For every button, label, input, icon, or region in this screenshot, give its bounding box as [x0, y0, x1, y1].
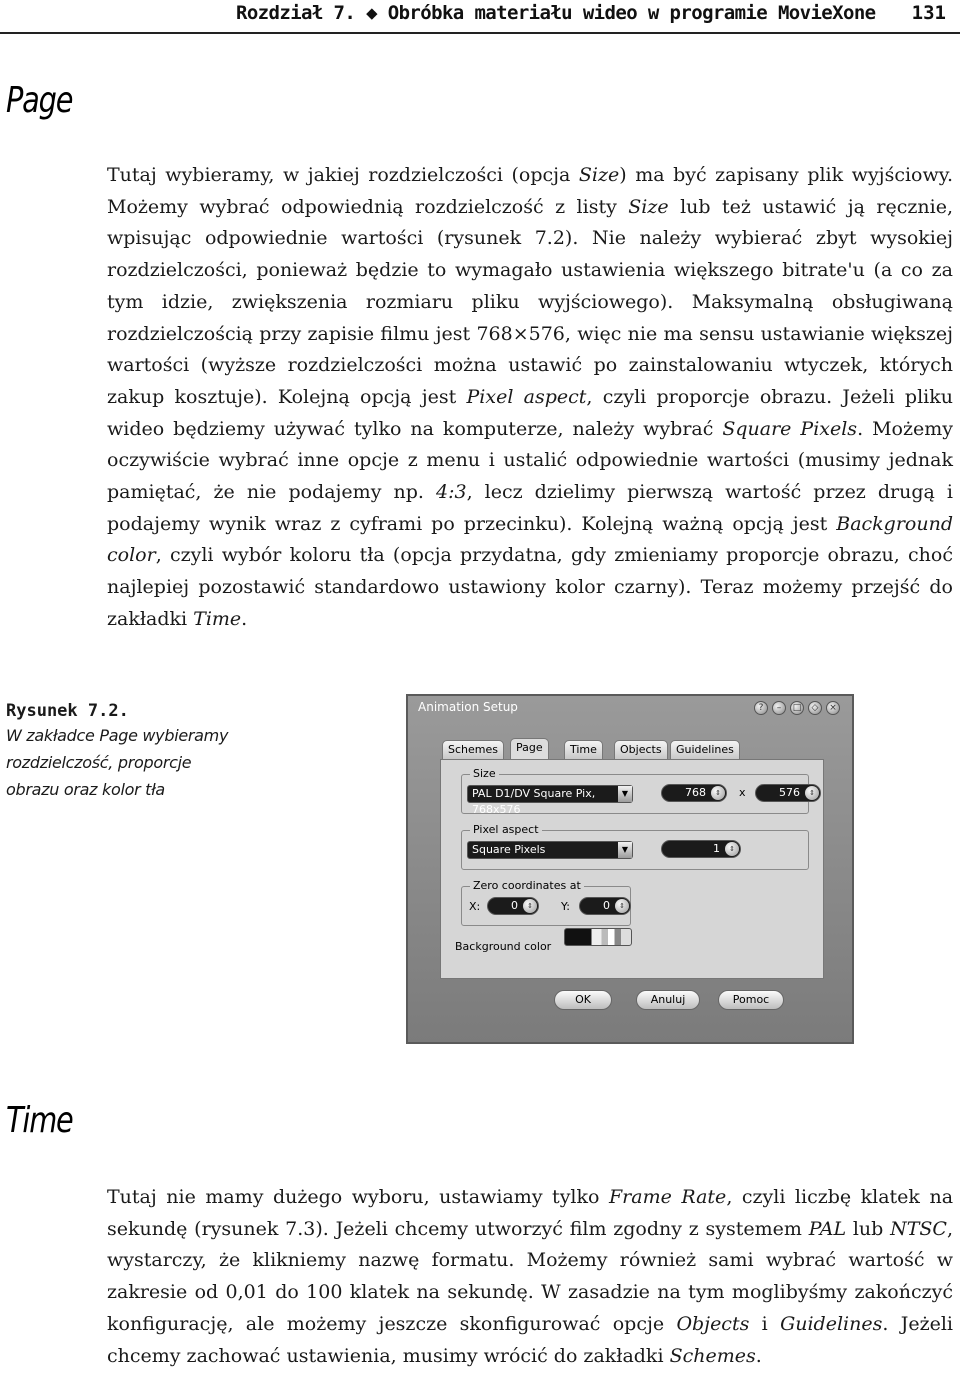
pixel-aspect-stepper[interactable]: [661, 840, 741, 858]
y-value: 0: [603, 899, 610, 912]
x-stepper[interactable]: [487, 897, 539, 915]
ok-button[interactable]: OK: [554, 990, 612, 1010]
tab-schemes[interactable]: Schemes: [442, 740, 504, 760]
section-heading-page: Page: [6, 80, 73, 121]
figure-caption-text: W zakładce Page wybieramy rozdzielczość, proporcje obrazu oraz kolor tła: [6, 726, 229, 799]
tab-guidelines[interactable]: Guidelines: [670, 740, 740, 760]
close-icon[interactable]: ×: [826, 701, 840, 715]
stepper-arrows-icon: ⇕: [523, 899, 537, 913]
y-label: Y:: [561, 900, 570, 913]
background-color-swatch[interactable]: [564, 928, 632, 946]
size-group-label: Size: [470, 767, 499, 780]
height-value: 576: [779, 786, 800, 799]
page-number: 131: [911, 2, 946, 24]
x-label: X:: [469, 900, 481, 913]
animation-setup-dialog: [406, 694, 854, 1044]
pixel-aspect-group-label: Pixel aspect: [470, 823, 542, 836]
stepper-arrows-icon: ⇕: [615, 899, 629, 913]
pixel-aspect-select[interactable]: [467, 841, 633, 859]
height-stepper[interactable]: [755, 784, 821, 802]
help-button[interactable]: Pomoc: [718, 990, 784, 1010]
dialog-title: Animation Setup: [418, 700, 518, 714]
help-icon[interactable]: ?: [754, 701, 768, 715]
paragraph-page: Tutaj wybieramy, w jakiej rozdzielczości (opcja Size) ma być zapisany plik wyjściowy. Możemy wybrać odpowiednią rozdzielczość z listy Size lub też ustawić ją ręcznie, wpisując odpowiednie wartości (rysunek 7.2). Nie należy wybierać zbyt wysokiej rozdzielczości, ponieważ będzie to wymagało ustawienia większego bitrate'u (a co za tym idzie, zwiększenia rozmiaru pliku wyjściowego). Maksymalną obsługiwaną rozdzielczością przy zapisie filmu jest 768×576, więc nie ma sensu ustawianie większej wartości (wyższe rozdzielczości można ustawić po zainstalowaniu wtyczek, których zakup kosztuje). Kolejną opcją jest Pixel aspect, czyli proporcje obrazu. Jeżeli pliku wideo będziemy używać tylko na komputerze, należy wybrać Square Pixels. Możemy oczywiście wybrać inne opcje z menu i ustalić odpowiednie wartości (musimy jednak pamiętać, że nie podajemy np. 4:3, lecz dzielimy pierwszą wartość przez drugą i podajemy wynik wraz z cyframi po przecinku). Kolejną ważną opcją jest Background color, czyli wybór koloru tła (opcja przydatna, gdy zmieniamy proporcje obrazu, choć najlepiej pozostawić standardowo ustawiony kolor czarny). Teraz możemy przejść do zakładki Time.: [107, 164, 953, 630]
tab-objects[interactable]: Objects: [614, 740, 668, 760]
pixel-aspect-value: 1: [713, 842, 720, 855]
minimize-icon[interactable]: –: [772, 701, 786, 715]
section-heading-time: Time: [6, 1100, 73, 1141]
tab-time[interactable]: Time: [564, 740, 603, 760]
x-value: 0: [511, 899, 518, 912]
stepper-arrows-icon: ⇕: [711, 786, 725, 800]
figure-label: Rysunek 7.2.: [6, 701, 129, 721]
y-stepper[interactable]: [579, 897, 631, 915]
chevron-down-icon: ▼: [618, 842, 632, 858]
paragraph-time: Tutaj nie mamy dużego wyboru, ustawiamy tylko Frame Rate, czyli liczbę klatek na sekundę (rysunek 7.3). Jeżeli chcemy utworzyć film zgodny z systemem PAL lub NTSC, wystarczy, że klikniemy nazwę formatu. Możemy również sami wybrać wartość w zakresie od 0,01 do 100 klatek na sekundę. W zasadzie na tym moglibyśmy zakończyć konfigurację, ale możemy jeszcze skonfigurować opcje Objects i Guidelines. Jeżeli chcemy zachować ustawienia, musimy wrócić do zakładki Schemes.: [107, 1186, 954, 1367]
restore-icon[interactable]: ◇: [808, 701, 822, 715]
cancel-button[interactable]: Anuluj: [636, 990, 700, 1010]
running-header: [0, 0, 960, 34]
chevron-down-icon: ▼: [618, 786, 632, 802]
figure-caption: [6, 700, 236, 803]
maximize-icon[interactable]: □: [790, 701, 804, 715]
size-preset-select[interactable]: [467, 785, 633, 816]
page-tab-panel: [440, 759, 824, 979]
chapter-title: Rozdział 7. ◆ Obróbka materiału wideo w programie MovieXone: [236, 2, 876, 24]
width-value: 768: [685, 786, 706, 799]
tab-page[interactable]: Page: [510, 738, 549, 760]
size-preset-value: PAL D1/DV Square Pix, 768x576: [472, 787, 596, 816]
times-sign: x: [739, 786, 746, 799]
stepper-arrows-icon: ⇕: [805, 786, 819, 800]
stepper-arrows-icon: ⇕: [725, 842, 739, 856]
background-color-label: Background color: [455, 940, 552, 953]
zero-coordinates-group-label: Zero coordinates at: [470, 879, 584, 892]
width-stepper[interactable]: [661, 784, 727, 802]
pixel-aspect-preset-value: Square Pixels: [472, 843, 546, 856]
